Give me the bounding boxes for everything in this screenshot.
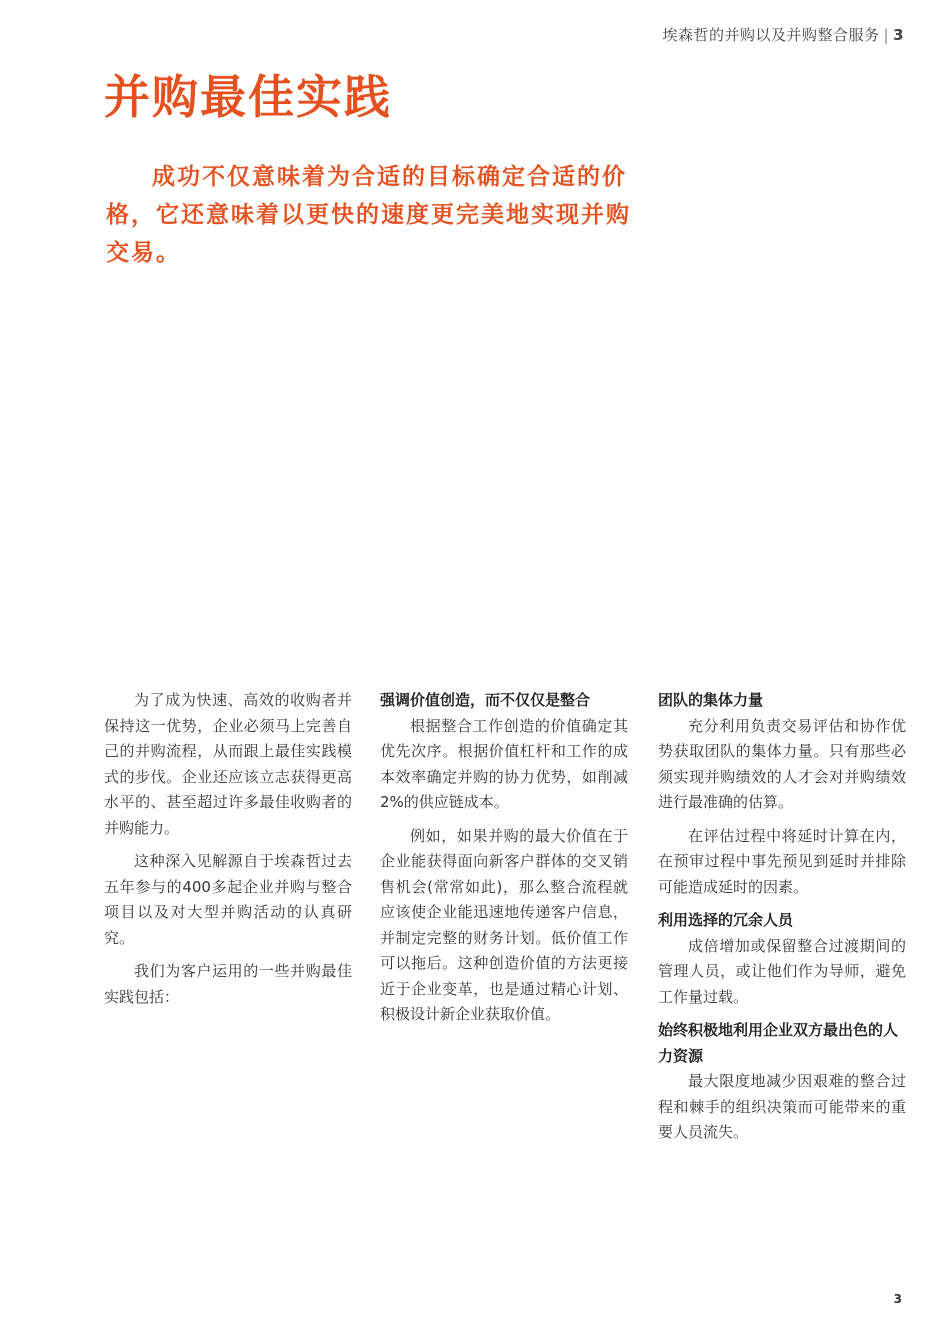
col3-paragraph-3: 成倍增加或保留整合过渡期间的管理人员，或让他们作为导师，避免工作量过载。 xyxy=(658,936,906,1006)
col3-heading-1: 团队的集体力量 xyxy=(658,691,764,709)
col3-heading-3: 始终积极地利用企业双方最出色的人力资源 xyxy=(658,1021,899,1065)
footer-page-number: 3 xyxy=(893,1292,902,1306)
col3-paragraph-2: 在评估过程中将延时计算在内，在预审过程中事先预见到延时并排除可能造成延时的因素。 xyxy=(658,826,906,896)
col2-heading-1: 强调价值创造，而不仅仅是整合 xyxy=(380,691,591,709)
column-1 xyxy=(104,688,352,1018)
col2-paragraph-1: 根据整合工作创造的价值确定其优先次序。根据价值杠杆和工作的成本效率确定并购的协力优势，如削减 2%的供应链成本。 xyxy=(380,716,628,811)
lead-paragraph: 成功不仅意味着为合适的目标确定合适的价格，它还意味着以更快的速度更完美地实现并购交易。 xyxy=(106,164,631,266)
col3-paragraph-4: 最大限度地减少因艰难的整合过程和棘手的组织决策而可能带来的重要人员流失。 xyxy=(658,1072,906,1141)
col1-paragraph-3: 我们为客户运用的一些并购最佳实践包括： xyxy=(104,962,352,1006)
column-3 xyxy=(658,688,906,1152)
running-header xyxy=(662,24,904,45)
header-separator: | xyxy=(883,26,890,44)
header-page-number: 3 xyxy=(893,26,904,44)
col2-paragraph-2: 例如，如果并购的最大价值在于企业能获得面向新客户群体的交叉销售机会(常常如此)，那么整合流程就应该使企业能迅速地传递客户信息，并制定完整的财务计划。低价值工作可以拖后。这种创造价值的方法更接近于企业变革，也是通过精心计划、积极设计新企业获取价值。 xyxy=(380,826,628,1023)
column-2 xyxy=(380,688,628,1036)
col3-paragraph-1: 充分利用负责交易评估和协作优势获取团队的集体力量。只有那些必须实现并购绩效的人才会对并购绩效进行最准确的估算。 xyxy=(658,716,906,811)
col3-heading-2: 利用选择的冗余人员 xyxy=(658,911,794,929)
page-title: 并购最佳实践 xyxy=(104,70,392,124)
col1-paragraph-1: 为了成为快速、高效的收购者并保持这一优势，企业必须马上完善自己的并购流程，从而跟上最佳实践模式的步伐。企业还应该立志获得更高水平的、甚至超过许多最佳收购者的并购能力。 xyxy=(104,691,352,837)
col1-paragraph-2: 这种深入见解源自于埃森哲过去五年参与的400多起企业并购与整合项目以及对大型并购活动的认真研究。 xyxy=(104,852,352,947)
running-title: 埃森哲的并购以及并购整合服务 xyxy=(662,26,880,44)
